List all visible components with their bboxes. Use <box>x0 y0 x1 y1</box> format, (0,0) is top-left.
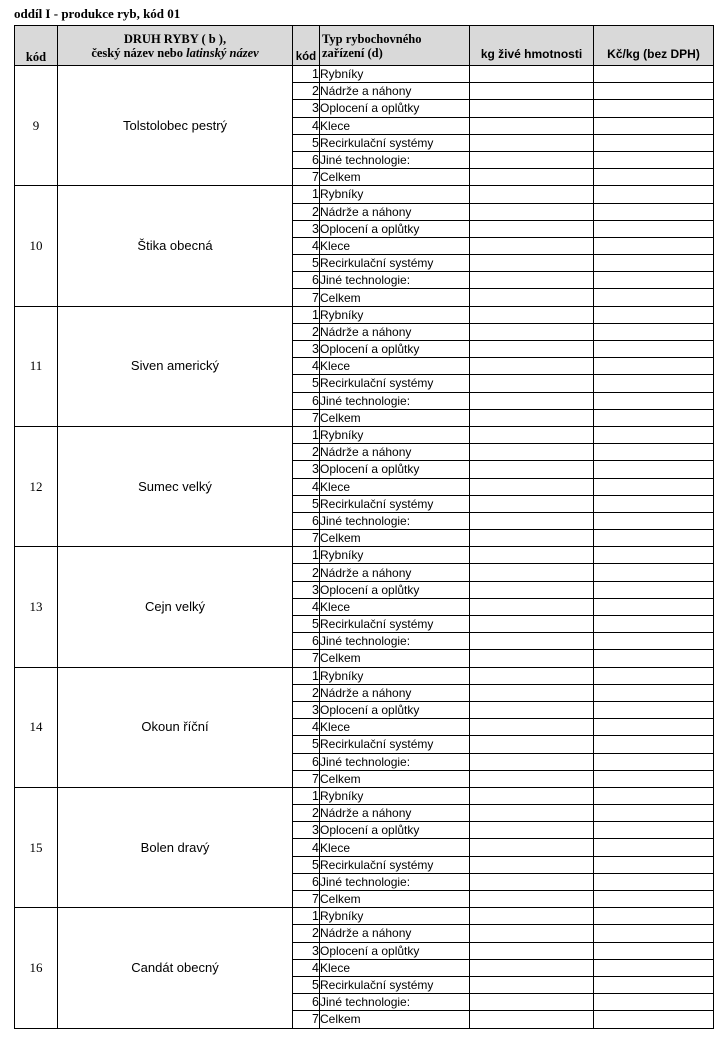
live-weight-input-cell[interactable] <box>470 839 594 856</box>
row-code: 1 <box>293 667 320 684</box>
live-weight-input-cell[interactable] <box>470 684 594 701</box>
price-per-kg-input-cell[interactable] <box>594 83 714 100</box>
price-per-kg-input-cell[interactable] <box>594 770 714 787</box>
price-per-kg-input-cell[interactable] <box>594 581 714 598</box>
price-per-kg-input-cell[interactable] <box>594 959 714 976</box>
row-code: 2 <box>293 564 320 581</box>
live-weight-input-cell[interactable] <box>470 581 594 598</box>
live-weight-input-cell[interactable] <box>470 616 594 633</box>
live-weight-input-cell[interactable] <box>470 925 594 942</box>
price-per-kg-input-cell[interactable] <box>594 444 714 461</box>
live-weight-input-cell[interactable] <box>470 409 594 426</box>
price-per-kg-input-cell[interactable] <box>594 650 714 667</box>
header-species-code: kód <box>15 26 58 66</box>
price-per-kg-input-cell[interactable] <box>594 530 714 547</box>
price-per-kg-input-cell[interactable] <box>594 856 714 873</box>
row-code: 1 <box>293 306 320 323</box>
live-weight-input-cell[interactable] <box>470 701 594 718</box>
facility-type-label: Rybníky <box>320 306 470 323</box>
price-per-kg-input-cell[interactable] <box>594 547 714 564</box>
row-code: 1 <box>293 186 320 203</box>
facility-type-label: Celkem <box>320 650 470 667</box>
facility-type-label: Klece <box>320 959 470 976</box>
price-per-kg-input-cell[interactable] <box>594 908 714 925</box>
row-code: 4 <box>293 839 320 856</box>
facility-type-label: Klece <box>320 719 470 736</box>
species-code: 16 <box>15 908 58 1028</box>
price-per-kg-input-cell[interactable] <box>594 942 714 959</box>
species-name: Candát obecný <box>58 908 293 1028</box>
header-species-name <box>58 26 293 66</box>
table-row <box>15 787 714 804</box>
price-per-kg-input-cell[interactable] <box>594 994 714 1011</box>
facility-type-label: Klece <box>320 839 470 856</box>
live-weight-input-cell[interactable] <box>470 667 594 684</box>
price-per-kg-input-cell[interactable] <box>594 392 714 409</box>
row-code: 5 <box>293 856 320 873</box>
facility-type-label: Oplocení a oplůtky <box>320 461 470 478</box>
facility-type-label: Klece <box>320 117 470 134</box>
price-per-kg-input-cell[interactable] <box>594 306 714 323</box>
facility-type-label: Nádrže a náhony <box>320 684 470 701</box>
live-weight-input-cell[interactable] <box>470 787 594 804</box>
price-per-kg-input-cell[interactable] <box>594 736 714 753</box>
live-weight-input-cell[interactable] <box>470 753 594 770</box>
row-code: 3 <box>293 822 320 839</box>
live-weight-input-cell[interactable] <box>470 169 594 186</box>
row-code: 7 <box>293 650 320 667</box>
section-title: oddíl I - produkce ryb, kód 01 <box>14 6 181 21</box>
row-code: 4 <box>293 237 320 254</box>
price-per-kg-input-cell[interactable] <box>594 203 714 220</box>
price-per-kg-input-cell[interactable] <box>594 598 714 615</box>
row-code: 3 <box>293 461 320 478</box>
facility-type-label: Celkem <box>320 891 470 908</box>
price-per-kg-input-cell[interactable] <box>594 976 714 993</box>
price-per-kg-input-cell[interactable] <box>594 134 714 151</box>
facility-type-label: Jiné technologie: <box>320 151 470 168</box>
live-weight-input-cell[interactable] <box>470 495 594 512</box>
header-facility-type-line2: zařízení (d) <box>322 45 383 60</box>
live-weight-input-cell[interactable] <box>470 512 594 529</box>
facility-type-label: Jiné technologie: <box>320 873 470 890</box>
price-per-kg-input-cell[interactable] <box>594 341 714 358</box>
price-per-kg-input-cell[interactable] <box>594 237 714 254</box>
row-code: 1 <box>293 426 320 443</box>
row-code: 7 <box>293 1011 320 1028</box>
live-weight-input-cell[interactable] <box>470 873 594 890</box>
facility-type-label: Klece <box>320 358 470 375</box>
species-code: 9 <box>15 66 58 186</box>
facility-type-label: Celkem <box>320 409 470 426</box>
price-per-kg-input-cell[interactable] <box>594 426 714 443</box>
header-facility-type-line1: Typ rybochovného <box>322 31 422 46</box>
row-code: 5 <box>293 134 320 151</box>
facility-type-label: Recirkulační systémy <box>320 976 470 993</box>
live-weight-input-cell[interactable] <box>470 530 594 547</box>
facility-type-label: Recirkulační systémy <box>320 616 470 633</box>
row-code: 4 <box>293 358 320 375</box>
facility-type-label: Klece <box>320 237 470 254</box>
row-code: 4 <box>293 719 320 736</box>
facility-type-label: Celkem <box>320 530 470 547</box>
row-code: 7 <box>293 770 320 787</box>
facility-type-label: Oplocení a oplůtky <box>320 581 470 598</box>
row-code: 2 <box>293 805 320 822</box>
row-code: 1 <box>293 547 320 564</box>
species-code: 14 <box>15 667 58 787</box>
header-species-name-line1: DRUH RYBY ( b ), <box>123 31 227 46</box>
facility-type-label: Recirkulační systémy <box>320 736 470 753</box>
row-code: 4 <box>293 117 320 134</box>
facility-type-label: Recirkulační systémy <box>320 495 470 512</box>
facility-type-label: Recirkulační systémy <box>320 856 470 873</box>
facility-type-label: Jiné technologie: <box>320 272 470 289</box>
live-weight-input-cell[interactable] <box>470 478 594 495</box>
facility-type-label: Celkem <box>320 169 470 186</box>
price-per-kg-input-cell[interactable] <box>594 701 714 718</box>
price-per-kg-input-cell[interactable] <box>594 272 714 289</box>
row-code: 6 <box>293 272 320 289</box>
header-row-code: kód <box>293 26 320 66</box>
header-facility-type <box>320 26 470 66</box>
price-per-kg-input-cell[interactable] <box>594 358 714 375</box>
live-weight-input-cell[interactable] <box>470 547 594 564</box>
row-code: 5 <box>293 736 320 753</box>
fish-production-table <box>14 25 714 1029</box>
price-per-kg-input-cell[interactable] <box>594 220 714 237</box>
facility-type-label: Celkem <box>320 770 470 787</box>
table-row <box>15 186 714 203</box>
live-weight-input-cell[interactable] <box>470 186 594 203</box>
row-code: 1 <box>293 66 320 83</box>
price-per-kg-input-cell[interactable] <box>594 255 714 272</box>
price-per-kg-input-cell[interactable] <box>594 117 714 134</box>
facility-type-label: Rybníky <box>320 426 470 443</box>
live-weight-input-cell[interactable] <box>470 100 594 117</box>
species-name: Siven americký <box>58 306 293 426</box>
price-per-kg-input-cell[interactable] <box>594 787 714 804</box>
species-name: Bolen dravý <box>58 787 293 907</box>
facility-type-label: Recirkulační systémy <box>320 255 470 272</box>
live-weight-input-cell[interactable] <box>470 306 594 323</box>
facility-type-label: Oplocení a oplůtky <box>320 100 470 117</box>
price-per-kg-input-cell[interactable] <box>594 925 714 942</box>
live-weight-input-cell[interactable] <box>470 461 594 478</box>
facility-type-label: Nádrže a náhony <box>320 925 470 942</box>
price-per-kg-input-cell[interactable] <box>594 633 714 650</box>
species-name: Okoun říční <box>58 667 293 787</box>
live-weight-input-cell[interactable] <box>470 272 594 289</box>
price-per-kg-input-cell[interactable] <box>594 100 714 117</box>
live-weight-input-cell[interactable] <box>470 736 594 753</box>
facility-type-label: Rybníky <box>320 547 470 564</box>
live-weight-input-cell[interactable] <box>470 959 594 976</box>
facility-type-label: Jiné technologie: <box>320 512 470 529</box>
row-code: 5 <box>293 375 320 392</box>
price-per-kg-input-cell[interactable] <box>594 323 714 340</box>
facility-type-label: Oplocení a oplůtky <box>320 701 470 718</box>
facility-type-label: Jiné technologie: <box>320 633 470 650</box>
row-code: 6 <box>293 512 320 529</box>
live-weight-input-cell[interactable] <box>470 719 594 736</box>
price-per-kg-input-cell[interactable] <box>594 805 714 822</box>
price-per-kg-input-cell[interactable] <box>594 409 714 426</box>
price-per-kg-input-cell[interactable] <box>594 186 714 203</box>
price-per-kg-input-cell[interactable] <box>594 512 714 529</box>
facility-type-label: Oplocení a oplůtky <box>320 341 470 358</box>
price-per-kg-input-cell[interactable] <box>594 667 714 684</box>
row-code: 6 <box>293 753 320 770</box>
row-code: 7 <box>293 409 320 426</box>
header-live-weight: kg živé hmotnosti <box>470 26 594 66</box>
live-weight-input-cell[interactable] <box>470 66 594 83</box>
row-code: 3 <box>293 701 320 718</box>
price-per-kg-input-cell[interactable] <box>594 289 714 306</box>
table-row <box>15 306 714 323</box>
facility-type-label: Rybníky <box>320 787 470 804</box>
row-code: 5 <box>293 616 320 633</box>
price-per-kg-input-cell[interactable] <box>594 684 714 701</box>
species-code: 11 <box>15 306 58 426</box>
price-per-kg-input-cell[interactable] <box>594 375 714 392</box>
price-per-kg-input-cell[interactable] <box>594 495 714 512</box>
row-code: 4 <box>293 598 320 615</box>
row-code: 7 <box>293 891 320 908</box>
facility-type-label: Rybníky <box>320 908 470 925</box>
facility-type-label: Rybníky <box>320 186 470 203</box>
live-weight-input-cell[interactable] <box>470 392 594 409</box>
table-row <box>15 66 714 83</box>
facility-type-label: Jiné technologie: <box>320 392 470 409</box>
facility-type-label: Celkem <box>320 289 470 306</box>
price-per-kg-input-cell[interactable] <box>594 839 714 856</box>
facility-type-label: Celkem <box>320 1011 470 1028</box>
live-weight-input-cell[interactable] <box>470 598 594 615</box>
header-species-name-line2 <box>58 46 292 60</box>
facility-type-label: Oplocení a oplůtky <box>320 822 470 839</box>
price-per-kg-input-cell[interactable] <box>594 169 714 186</box>
facility-type-label: Rybníky <box>320 66 470 83</box>
row-code: 2 <box>293 444 320 461</box>
table-header-row <box>15 26 714 66</box>
live-weight-input-cell[interactable] <box>470 134 594 151</box>
live-weight-input-cell[interactable] <box>470 805 594 822</box>
live-weight-input-cell[interactable] <box>470 994 594 1011</box>
header-price-per-kg: Kč/kg (bez DPH) <box>594 26 714 66</box>
row-code: 7 <box>293 289 320 306</box>
live-weight-input-cell[interactable] <box>470 976 594 993</box>
live-weight-input-cell[interactable] <box>470 770 594 787</box>
table-row <box>15 908 714 925</box>
row-code: 3 <box>293 942 320 959</box>
price-per-kg-input-cell[interactable] <box>594 66 714 83</box>
live-weight-input-cell[interactable] <box>470 323 594 340</box>
facility-type-label: Recirkulační systémy <box>320 134 470 151</box>
facility-type-label: Nádrže a náhony <box>320 444 470 461</box>
price-per-kg-input-cell[interactable] <box>594 616 714 633</box>
row-code: 2 <box>293 684 320 701</box>
price-per-kg-input-cell[interactable] <box>594 873 714 890</box>
facility-type-label: Recirkulační systémy <box>320 375 470 392</box>
row-code: 1 <box>293 908 320 925</box>
facility-type-label: Nádrže a náhony <box>320 564 470 581</box>
row-code: 7 <box>293 530 320 547</box>
row-code: 2 <box>293 925 320 942</box>
species-code: 15 <box>15 787 58 907</box>
facility-type-label: Nádrže a náhony <box>320 203 470 220</box>
species-code: 12 <box>15 426 58 546</box>
row-code: 4 <box>293 478 320 495</box>
live-weight-input-cell[interactable] <box>470 891 594 908</box>
row-code: 2 <box>293 323 320 340</box>
row-code: 6 <box>293 633 320 650</box>
live-weight-input-cell[interactable] <box>470 1011 594 1028</box>
price-per-kg-input-cell[interactable] <box>594 478 714 495</box>
live-weight-input-cell[interactable] <box>470 237 594 254</box>
live-weight-input-cell[interactable] <box>470 375 594 392</box>
live-weight-input-cell[interactable] <box>470 942 594 959</box>
row-code: 3 <box>293 220 320 237</box>
facility-type-label: Nádrže a náhony <box>320 83 470 100</box>
row-code: 1 <box>293 787 320 804</box>
live-weight-input-cell[interactable] <box>470 650 594 667</box>
facility-type-label: Nádrže a náhony <box>320 323 470 340</box>
facility-type-label: Jiné technologie: <box>320 753 470 770</box>
header-czech-name: český název nebo <box>91 45 187 60</box>
row-code: 2 <box>293 83 320 100</box>
price-per-kg-input-cell[interactable] <box>594 891 714 908</box>
species-code: 13 <box>15 547 58 667</box>
live-weight-input-cell[interactable] <box>470 83 594 100</box>
header-latin-name: latinský název <box>186 45 259 60</box>
species-name: Cejn velký <box>58 547 293 667</box>
price-per-kg-input-cell[interactable] <box>594 719 714 736</box>
row-code: 6 <box>293 873 320 890</box>
price-per-kg-input-cell[interactable] <box>594 151 714 168</box>
live-weight-input-cell[interactable] <box>470 203 594 220</box>
live-weight-input-cell[interactable] <box>470 255 594 272</box>
facility-type-label: Klece <box>320 598 470 615</box>
live-weight-input-cell[interactable] <box>470 444 594 461</box>
facility-type-label: Nádrže a náhony <box>320 805 470 822</box>
table-row <box>15 547 714 564</box>
species-name: Sumec velký <box>58 426 293 546</box>
live-weight-input-cell[interactable] <box>470 426 594 443</box>
row-code: 6 <box>293 151 320 168</box>
row-code: 6 <box>293 994 320 1011</box>
row-code: 3 <box>293 100 320 117</box>
row-code: 7 <box>293 169 320 186</box>
live-weight-input-cell[interactable] <box>470 908 594 925</box>
price-per-kg-input-cell[interactable] <box>594 753 714 770</box>
row-code: 2 <box>293 203 320 220</box>
table-row <box>15 667 714 684</box>
row-code: 3 <box>293 341 320 358</box>
table-row <box>15 426 714 443</box>
facility-type-label: Oplocení a oplůtky <box>320 220 470 237</box>
live-weight-input-cell[interactable] <box>470 856 594 873</box>
row-code: 5 <box>293 255 320 272</box>
price-per-kg-input-cell[interactable] <box>594 564 714 581</box>
row-code: 5 <box>293 976 320 993</box>
live-weight-input-cell[interactable] <box>470 117 594 134</box>
live-weight-input-cell[interactable] <box>470 289 594 306</box>
facility-type-label: Oplocení a oplůtky <box>320 942 470 959</box>
price-per-kg-input-cell[interactable] <box>594 822 714 839</box>
row-code: 3 <box>293 581 320 598</box>
species-code: 10 <box>15 186 58 306</box>
live-weight-input-cell[interactable] <box>470 151 594 168</box>
row-code: 5 <box>293 495 320 512</box>
price-per-kg-input-cell[interactable] <box>594 461 714 478</box>
facility-type-label: Klece <box>320 478 470 495</box>
live-weight-input-cell[interactable] <box>470 341 594 358</box>
live-weight-input-cell[interactable] <box>470 822 594 839</box>
facility-type-label: Rybníky <box>320 667 470 684</box>
live-weight-input-cell[interactable] <box>470 220 594 237</box>
live-weight-input-cell[interactable] <box>470 564 594 581</box>
species-name: Štika obecná <box>58 186 293 306</box>
row-code: 4 <box>293 959 320 976</box>
price-per-kg-input-cell[interactable] <box>594 1011 714 1028</box>
facility-type-label: Jiné technologie: <box>320 994 470 1011</box>
species-name: Tolstolobec pestrý <box>58 66 293 186</box>
live-weight-input-cell[interactable] <box>470 633 594 650</box>
live-weight-input-cell[interactable] <box>470 358 594 375</box>
row-code: 6 <box>293 392 320 409</box>
